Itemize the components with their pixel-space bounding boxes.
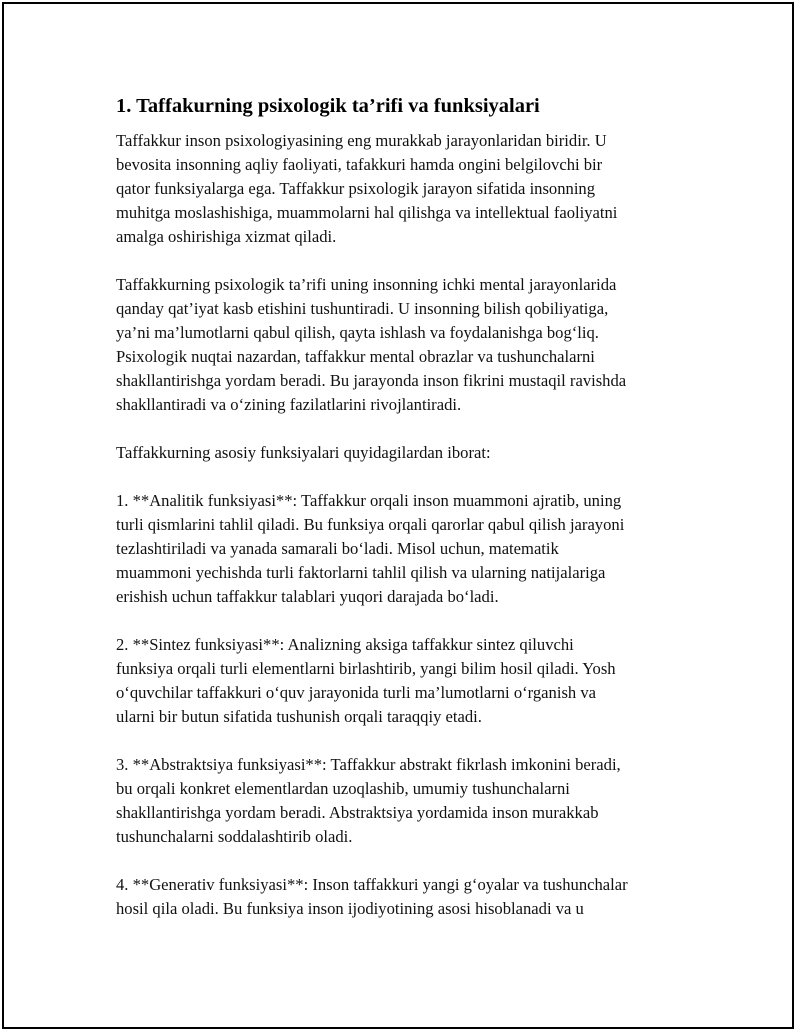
text-line: 3. **Abstraktsiya funksiyasi**: Taffakkur abstrakt fikrlash imkonini beradi,: [116, 755, 621, 774]
text-line: amalga oshirishiga xizmat qiladi.: [116, 227, 337, 246]
list-item-generative: [116, 873, 706, 921]
text-line: turli qismlarini tahlil qiladi. Bu funksiya orqali qarorlar qabul qilish jarayoni: [116, 515, 625, 534]
text-line: tezlashtiriladi va yanada samarali bo‘ladi. Misol uchun, matematik: [116, 539, 559, 558]
text-line: tushunchalarni soddalashtirib oladi.: [116, 827, 353, 846]
text-line: 4. **Generativ funksiyasi**: Inson taffakkuri yangi g‘oyalar va tushunchalar: [116, 875, 628, 894]
text-line: hosil qila oladi. Bu funksiya inson ijodiyotining asosi hisoblanadi va u: [116, 899, 584, 918]
text-line: ularni bir butun sifatida tushunish orqali taraqqiy etadi.: [116, 707, 482, 726]
text-line: shakllantirishga yordam beradi. Bu jarayonda inson fikrini mustaqil ravishda: [116, 371, 627, 390]
text-line: muammoni yechishda turli faktorlarni tahlil qilish va ularning natijalariga: [116, 563, 606, 582]
text-line: bevosita insonning aqliy faoliyati, tafakkuri hamda ongini belgilovchi bir: [116, 155, 603, 174]
section-heading: 1. Taffakurning psixologik ta’rifi va funksiyalari: [116, 95, 540, 117]
text-line: Psixologik nuqtai nazardan, taffakkur mental obrazlar va tushunchalarni: [116, 347, 595, 366]
text-line: 1. **Analitik funksiyasi**: Taffakkur orqali inson muammoni ajratib, uning: [116, 491, 622, 510]
text-line: qanday qat’iyat kasb etishini tushuntiradi. U insonning bilish qobiliyatiga,: [116, 299, 609, 318]
text-line: Taffakkur inson psixologiyasining eng murakkab jarayonlaridan biridir. U: [116, 131, 607, 150]
text-line: shakllantirishga yordam beradi. Abstraktsiya yordamida inson murakkab: [116, 803, 599, 822]
text-line: shakllantiradi va o‘zining fazilatlarini rivojlantiradi.: [116, 395, 462, 414]
text-line: ya’ni ma’lumotlarni qabul qilish, qayta ishlash va foydalanishga bog‘liq.: [116, 323, 599, 342]
list-item-analytic: [116, 489, 706, 609]
list-item-abstraction: [116, 753, 706, 849]
paragraph-list-intro: [116, 441, 706, 465]
text-line: Taffakkurning psixologik ta’rifi uning insonning ichki mental jarayonlarida: [116, 275, 617, 294]
text-line: muhitga moslashishiga, muammolarni hal qilishga va intellektual faoliyatni: [116, 203, 618, 222]
paragraph-intro: [116, 129, 706, 249]
text-line: erishish uchun taffakkur talablari yuqori darajada bo‘ladi.: [116, 587, 499, 606]
text-line: qator funksiyalarga ega. Taffakkur psixologik jarayon sifatida insonning: [116, 179, 596, 198]
list-item-synthesis: [116, 633, 706, 729]
text-line: o‘quvchilar taffakkuri o‘quv jarayonida turli ma’lumotlarni o‘rganish va: [116, 683, 597, 702]
text-line: funksiya orqali turli elementlarni birlashtirib, yangi bilim hosil qiladi. Yosh: [116, 659, 616, 678]
text-line: 2. **Sintez funksiyasi**: Analizning aksiga taffakkur sintez qiluvchi: [116, 635, 574, 654]
text-line: bu orqali konkret elementlardan uzoqlashib, umumiy tushunchalarni: [116, 779, 570, 798]
paragraph-definition: [116, 273, 706, 417]
document-body: [116, 93, 706, 945]
text-line: Taffakkurning asosiy funksiyalari quyidagilardan iborat:: [116, 443, 491, 462]
